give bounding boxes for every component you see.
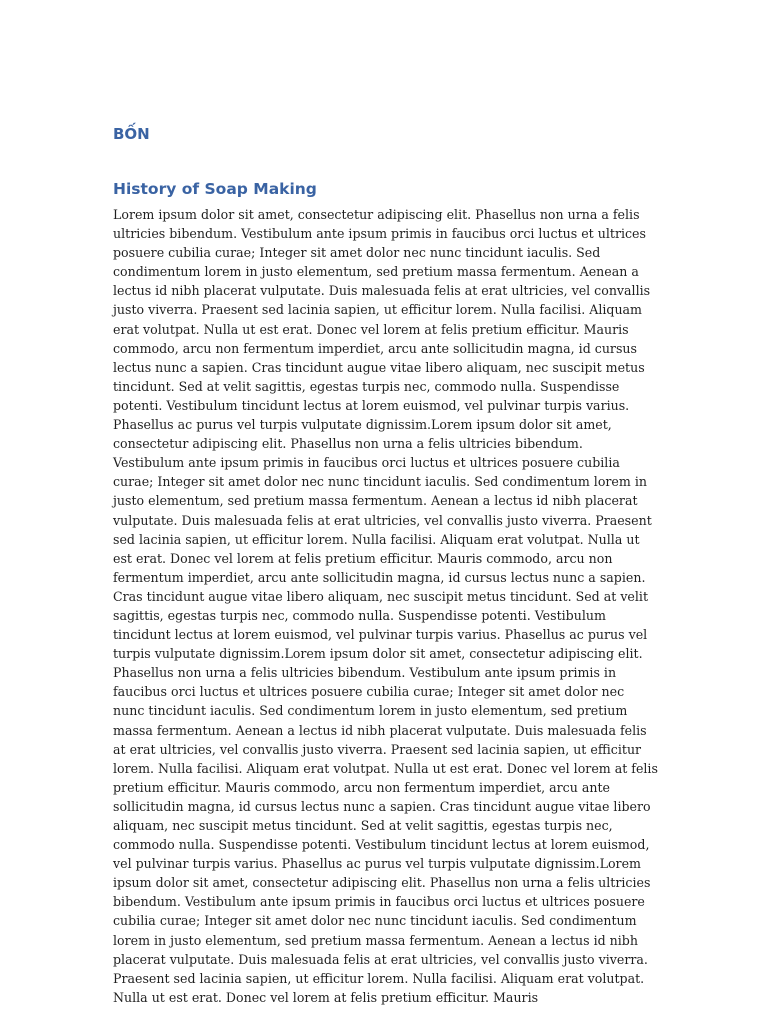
section-heading: History of Soap Making <box>113 180 317 198</box>
body-paragraph: Lorem ipsum dolor sit amet, consectetur adipiscing elit. Phasellus non urna a felis ultricies bibendum. Vestibulum ante ipsum primis in faucibus orci luctus et ultrices posuere cubilia curae; Integer sit amet dolor nec nunc tincidunt iaculis. Sed condimentum lorem in justo elementum, sed pretium massa fermentum. Aenean a lectus id nibh placerat vulputate. Duis malesuada felis at erat ultricies, vel convallis justo viverra. Praesent sed lacinia sapien, ut efficitur lorem. Nulla facilisi. Aliquam erat volutpat. Nulla ut est erat. Donec vel lorem at felis pretium efficitur. Mauris commodo, arcu non fermentum imperdiet, arcu ante sollicitudin magna, id cursus lectus nunc a sapien. Cras tincidunt augue vitae libero aliquam, nec suscipit metus tincidunt. Sed at velit sagittis, egestas turpis nec, commodo nulla. Suspendisse potenti. Vestibulum tincidunt lectus at lorem euismod, vel pulvinar turpis varius. Phasellus ac purus vel turpis vulputate dignissim.Lorem ipsum dolor sit amet, consectetur adipiscing elit. Phasellus non urna a felis ultricies bibendum. Vestibulum ante ipsum primis in faucibus orci luctus et ultrices posuere cubilia curae; Integer sit amet dolor nec nunc tincidunt iaculis. Sed condimentum lorem in justo elementum, sed pretium massa fermentum. Aenean a lectus id nibh placerat vulputate. Duis malesuada felis at erat ultricies, vel convallis justo viverra. Praesent sed lacinia sapien, ut efficitur lorem. Nulla facilisi. Aliquam erat volutpat. Nulla ut est erat. Donec vel lorem at felis pretium efficitur. Mauris commodo, arcu non fermentum imperdiet, arcu ante sollicitudin magna, id cursus lectus nunc a sapien. Cras tincidunt augue vitae libero aliquam, nec suscipit metus tincidunt. Sed at velit sagittis, egestas turpis nec, commodo nulla. Suspendisse potenti. Vestibulum tincidunt lectus at lorem euismod, vel pulvinar turpis varius. Phasellus ac purus vel turpis vulputate dignissim.Lorem ipsum dolor sit amet, consectetur adipiscing elit. Phasellus non urna a felis ultricies bibendum. Vestibulum ante ipsum primis in faucibus orci luctus et ultrices posuere cubilia curae; Integer sit amet dolor nec nunc tincidunt iaculis. Sed condimentum lorem in justo elementum, sed pretium massa fermentum. Aenean a lectus id nibh placerat vulputate. Duis malesuada felis at erat ultricies, vel convallis justo viverra. Praesent sed lacinia sapien, ut efficitur lorem. Nulla facilisi. Aliquam erat volutpat. Nulla ut est erat. Donec vel lorem at felis pretium efficitur. Mauris commodo, arcu non fermentum imperdiet, arcu ante sollicitudin magna, id cursus lectus nunc a sapien. Cras tincidunt augue vitae libero aliquam, nec suscipit metus tincidunt. Sed at velit sagittis, egestas turpis nec, commodo nulla. Suspendisse potenti. Vestibulum tincidunt lectus at lorem euismod, vel pulvinar turpis varius. Phasellus ac purus vel turpis vulputate dignissim.Lorem ipsum dolor sit amet, consectetur adipiscing elit. Phasellus non urna a felis ultricies bibendum. Vestibulum ante ipsum primis in faucibus orci luctus et ultrices posuere cubilia curae; Integer sit amet dolor nec nunc tincidunt iaculis. Sed condimentum lorem in justo elementum, sed pretium massa fermentum. Aenean a lectus id nibh placerat vulputate. Duis malesuada felis at erat ultricies, vel convallis justo viverra. Praesent sed lacinia sapien, ut efficitur lorem. Nulla facilisi. Aliquam erat volutpat. Nulla ut est erat. Donec vel lorem at felis pretium efficitur. Mauris <box>113 207 658 1005</box>
chapter-heading: BỐN <box>113 125 150 143</box>
